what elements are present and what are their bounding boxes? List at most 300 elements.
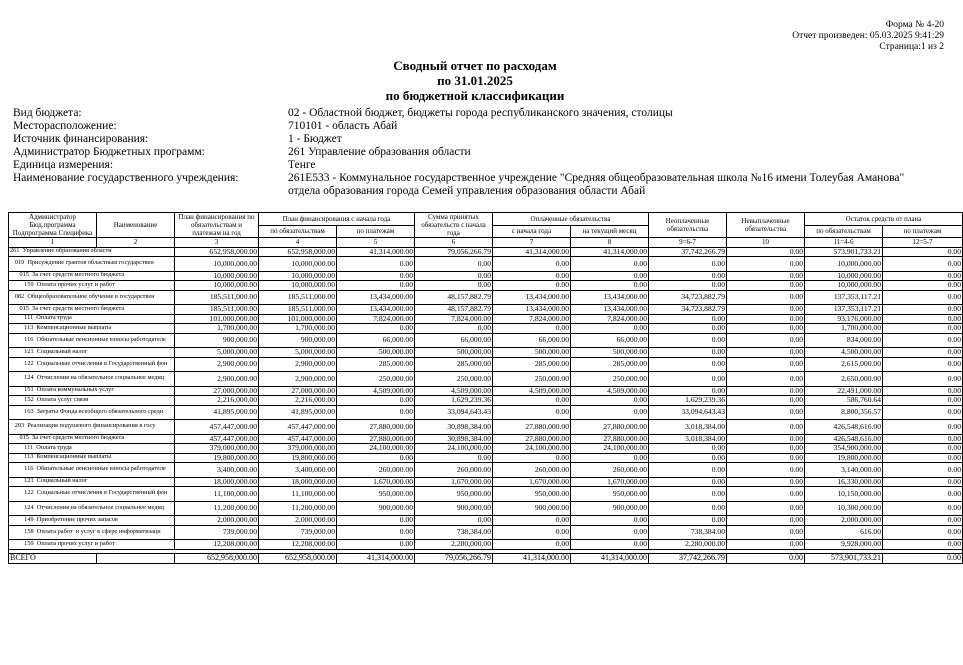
table-row [9, 257, 963, 272]
row-value: 3,400,000.00 [175, 463, 259, 478]
row-value: 1,700,000.00 [175, 324, 259, 334]
row-value: 0.00 [649, 463, 727, 478]
title-line-3: по бюджетной классификации [385, 88, 565, 103]
row-value: 0.00 [337, 324, 415, 334]
row-value: 0.00 [493, 540, 571, 550]
row-value: 834,000.00 [805, 333, 883, 348]
row-value: 5,000,000.00 [175, 348, 259, 358]
row-value: 0.00 [883, 487, 963, 502]
table-row [9, 396, 963, 406]
row-value: 0.00 [649, 516, 727, 526]
row-value: 2,900,000.00 [175, 357, 259, 372]
group-header-remaining: Остаток средств от плана [805, 213, 963, 226]
row-value: 260,000.00 [493, 463, 571, 478]
row-value: 0.00 [649, 271, 727, 281]
column-index: 5 [337, 238, 415, 248]
row-value: 739,000.00 [175, 525, 259, 540]
row-value: 500,000.00 [415, 348, 493, 358]
row-value: 13,434,000.00 [337, 290, 415, 305]
row-value: 0.00 [571, 516, 649, 526]
row-value: 66,000.00 [337, 333, 415, 348]
row-value: 13,434,000.00 [571, 305, 649, 315]
row-value: 0.00 [727, 257, 805, 272]
row-value: 426,548,616.00 [805, 420, 883, 435]
row-name: 203 Реализация подушевого финансирования в госу [9, 420, 175, 435]
column-index: 1 [9, 238, 97, 248]
row-value: 19,800,000.00 [259, 453, 337, 463]
info-funding-source: Источник финансирования: 1 - Бюджет [13, 133, 342, 145]
row-value: 0.00 [337, 516, 415, 526]
row-value: 27,880,000.00 [337, 420, 415, 435]
title-line-2: по 31.01.2025 [437, 73, 513, 88]
total-value: 652,958,000.00 [175, 553, 259, 563]
row-value: 1,670,000.00 [337, 477, 415, 487]
row-value: 260,000.00 [415, 463, 493, 478]
row-value: 27,000,000.00 [175, 386, 259, 396]
row-value: 0.00 [493, 453, 571, 463]
total-value: 79,056,266.79 [415, 553, 493, 563]
row-value: 900,000.00 [493, 501, 571, 516]
row-value: 34,723,882.79 [649, 290, 727, 305]
row-value: 0.00 [571, 453, 649, 463]
report-title [0, 58, 950, 103]
row-value: 33,094,643.43 [415, 405, 493, 420]
row-value: 250,000.00 [571, 372, 649, 387]
row-value: 0.00 [883, 477, 963, 487]
row-value: 0.00 [727, 386, 805, 396]
col-header-undisbursed: Невыплаченные обязательства [727, 213, 805, 238]
row-value: 41,314,000.00 [337, 247, 415, 257]
info-institution: Наименование государственного учреждения: 261Е533 - Коммунальное государственное учреждение "Средняя общеобразовательная школа №16 имени Толеубая Аманова" отдела образования города Семей управления образования области Абай [13, 172, 905, 197]
row-value: 0.00 [493, 396, 571, 406]
row-value: 0.00 [493, 525, 571, 540]
row-value: 1,700,000.00 [805, 324, 883, 334]
row-value: 11,100,000.00 [175, 487, 259, 502]
row-value: 0.00 [337, 405, 415, 420]
row-value: 185,511,000.00 [259, 290, 337, 305]
row-value: 0.00 [415, 453, 493, 463]
row-value: 4,509,000.00 [337, 386, 415, 396]
row-value: 0.00 [649, 372, 727, 387]
row-name: 159 Оплата прочих услуг и работ [9, 540, 175, 550]
row-value: 950,000.00 [415, 487, 493, 502]
row-value: 0.00 [883, 386, 963, 396]
row-value: 66,000.00 [493, 333, 571, 348]
row-value: 0.00 [571, 324, 649, 334]
row-value: 18,000,000.00 [259, 477, 337, 487]
row-value: 0.00 [649, 453, 727, 463]
row-value: 0.00 [337, 540, 415, 550]
row-value: 0.00 [727, 405, 805, 420]
row-value: 41,314,000.00 [493, 247, 571, 257]
row-value: 0.00 [649, 487, 727, 502]
row-value: 0.00 [727, 281, 805, 291]
row-value: 0.00 [571, 540, 649, 550]
col-header-paid-month: на текущий месяц [571, 225, 649, 238]
row-name: 015 За счет средств местного бюджета [9, 434, 175, 444]
row-value: 16,330,000.00 [805, 477, 883, 487]
column-index: 3 [175, 238, 259, 248]
row-value: 0.00 [415, 257, 493, 272]
row-value: 426,548,616.00 [805, 434, 883, 444]
row-name: 121 Социальный налог [9, 348, 175, 358]
row-value: 1,700,000.00 [259, 324, 337, 334]
row-name: 163 Затраты Фонда всеобщего обязательного средн [9, 405, 175, 420]
row-value: 93,176,000.00 [805, 314, 883, 324]
col-header-plan-payments: по платежам [337, 225, 415, 238]
row-value: 4,509,000.00 [415, 386, 493, 396]
row-value: 0.00 [883, 357, 963, 372]
row-value: 12,208,000.00 [175, 540, 259, 550]
row-name: 116 Обязательные пенсионные взносы работодателе [9, 333, 175, 348]
row-value: 0.00 [883, 434, 963, 444]
row-value: 573,901,733.21 [805, 247, 883, 257]
row-value: 10,000,000.00 [259, 257, 337, 272]
row-value: 2,615,000.00 [805, 357, 883, 372]
row-value: 2,650,000.00 [805, 372, 883, 387]
row-value: 900,000.00 [259, 333, 337, 348]
col-header-name: Наименование [97, 213, 175, 238]
row-value: 0.00 [571, 396, 649, 406]
total-value: 652,958,000.00 [259, 553, 337, 563]
row-value: 185,511,000.00 [175, 290, 259, 305]
row-value: 19,800,000.00 [805, 453, 883, 463]
row-value: 0.00 [727, 453, 805, 463]
row-value: 19,800,000.00 [175, 453, 259, 463]
row-value: 4,509,000.00 [493, 386, 571, 396]
row-value: 0.00 [883, 405, 963, 420]
row-value: 0.00 [727, 324, 805, 334]
group-header-plan-ytd: План финансирования с начала года [259, 213, 415, 226]
table-row [9, 333, 963, 348]
row-value: 2,216,000.00 [175, 396, 259, 406]
row-value: 0.00 [727, 333, 805, 348]
row-value: 0.00 [493, 271, 571, 281]
row-value: 33,094,643.43 [649, 405, 727, 420]
row-value: 79,056,266.79 [415, 247, 493, 257]
row-name: 019 Присуждение грантов областным государствен [9, 257, 175, 272]
info-location: Месторасположение: 710101 - область Абай [13, 120, 398, 132]
table-row [9, 247, 963, 257]
row-value: 652,958,000.00 [175, 247, 259, 257]
row-value: 2,000,000.00 [805, 516, 883, 526]
info-unit: Единица измерения: Тенге [13, 159, 316, 171]
row-value: 10,000,000.00 [805, 257, 883, 272]
row-name: 116 Обязательные пенсионные взносы работодателе [9, 463, 175, 478]
row-value: 12,208,000.00 [259, 540, 337, 550]
info-administrator: Администратор Бюджетных программ: 261 Управление образования области [13, 146, 471, 158]
column-index: 7 [493, 238, 571, 248]
row-value: 10,000,000.00 [175, 271, 259, 281]
row-value: 0.00 [649, 324, 727, 334]
total-value: 41,314,000.00 [493, 553, 571, 563]
row-value: 0.00 [727, 357, 805, 372]
row-value: 0.00 [883, 290, 963, 305]
row-value: 457,447,000.00 [259, 434, 337, 444]
row-value: 10,300,000.00 [805, 501, 883, 516]
col-header-paid-ytd: с начала года [493, 225, 571, 238]
row-value: 738,384.00 [415, 525, 493, 540]
row-value: 27,880,000.00 [493, 420, 571, 435]
row-value: 0.00 [727, 290, 805, 305]
produced-timestamp: Отчет произведен: 05.03.2025 9:41:29 [792, 31, 944, 41]
row-value: 7,824,000.00 [337, 314, 415, 324]
row-value: 0.00 [649, 501, 727, 516]
row-value: 9,928,000.00 [805, 540, 883, 550]
row-value: 34,723,882.79 [649, 305, 727, 315]
row-value: 500,000.00 [571, 348, 649, 358]
row-value: 2,280,000.00 [415, 540, 493, 550]
row-value: 4,509,000.00 [571, 386, 649, 396]
row-name: 113 Компенсационные выплаты [9, 453, 175, 463]
table-row [9, 324, 963, 334]
report-info [13, 107, 938, 198]
row-value: 10,000,000.00 [805, 271, 883, 281]
row-value: 10,000,000.00 [259, 271, 337, 281]
row-value: 0.00 [883, 453, 963, 463]
row-value: 27,000,000.00 [259, 386, 337, 396]
row-value: 18,000,000.00 [175, 477, 259, 487]
column-index: 12=5-7 [883, 238, 963, 248]
row-name: 082 Общеобразовательное обучение в государствен [9, 290, 175, 305]
row-value: 27,880,000.00 [337, 434, 415, 444]
row-value: 616.00 [805, 525, 883, 540]
row-name: 111 Оплата труда [9, 314, 175, 324]
row-value: 13,434,000.00 [337, 305, 415, 315]
row-value: 7,824,000.00 [415, 314, 493, 324]
row-value: 0.00 [727, 434, 805, 444]
table-row [9, 372, 963, 387]
row-name: 122 Социальные отчисления в Государственный фон [9, 487, 175, 502]
row-value: 900,000.00 [571, 501, 649, 516]
row-value: 10,000,000.00 [175, 257, 259, 272]
row-value: 950,000.00 [493, 487, 571, 502]
total-value: 0.00 [883, 553, 963, 563]
title-line-1: Сводный отчет по расходам [393, 58, 557, 73]
row-value: 41,895,000.00 [175, 405, 259, 420]
row-name: 159 Оплата прочих услуг и работ [9, 281, 175, 291]
row-value: 66,000.00 [571, 333, 649, 348]
row-value: 2,280,000.00 [649, 540, 727, 550]
row-value: 0.00 [415, 281, 493, 291]
info-budget-type: Вид бюджета: 02 - Областной бюджет, бюджеты города республиканского значения, столицы [13, 107, 673, 119]
row-value: 0.00 [883, 314, 963, 324]
row-value: 2,900,000.00 [259, 372, 337, 387]
col-header-plan-obligations: по обязательствам [259, 225, 337, 238]
row-value: 0.00 [337, 281, 415, 291]
total-value: 573,901,733.21 [805, 553, 883, 563]
row-value: 22,491,000.00 [805, 386, 883, 396]
row-value: 0.00 [649, 386, 727, 396]
row-value: 0.00 [727, 372, 805, 387]
total-row [9, 553, 963, 563]
row-value: 900,000.00 [175, 333, 259, 348]
row-value: 0.00 [727, 314, 805, 324]
row-value: 10,000,000.00 [259, 281, 337, 291]
row-value: 457,447,000.00 [259, 420, 337, 435]
row-value: 0.00 [493, 281, 571, 291]
row-value: 260,000.00 [571, 463, 649, 478]
column-index: 11=4-6 [805, 238, 883, 248]
column-index: 10 [727, 238, 805, 248]
row-value: 900,000.00 [415, 501, 493, 516]
row-value: 5,000,000.00 [259, 348, 337, 358]
row-value: 0.00 [883, 372, 963, 387]
table-row [9, 281, 963, 291]
row-value: 13,434,000.00 [493, 305, 571, 315]
table-body [9, 247, 963, 549]
row-value: 48,157,882.79 [415, 305, 493, 315]
total-name-cell [97, 553, 175, 563]
row-value: 30,898,384.00 [415, 420, 493, 435]
row-name: 124 Отчисления на обязательное социальное медиц [9, 501, 175, 516]
row-name: 151 Оплата коммунальных услуг [9, 386, 175, 396]
row-value: 379,000,000.00 [175, 444, 259, 454]
group-header-paid: Оплаченные обязательства [493, 213, 649, 226]
page-indicator: Страница:1 из 2 [879, 42, 944, 52]
row-value: 500,000.00 [337, 348, 415, 358]
table-row [9, 420, 963, 435]
row-value: 0.00 [883, 444, 963, 454]
row-value: 0.00 [883, 257, 963, 272]
row-value: 0.00 [571, 525, 649, 540]
row-value: 0.00 [883, 305, 963, 315]
row-value: 250,000.00 [493, 372, 571, 387]
table-row [9, 405, 963, 420]
col-header-accepted-obligations: Сумма принятых обязательств с начала года [415, 213, 493, 238]
row-value: 285,000.00 [493, 357, 571, 372]
row-value: 0.00 [883, 516, 963, 526]
row-value: 48,157,882.79 [415, 290, 493, 305]
row-value: 0.00 [337, 396, 415, 406]
row-value: 0.00 [727, 516, 805, 526]
row-value: 0.00 [649, 333, 727, 348]
row-value: 11,100,000.00 [259, 487, 337, 502]
row-value: 0.00 [337, 453, 415, 463]
col-header-remaining-obligations: по обязательствам [805, 225, 883, 238]
row-value: 0.00 [883, 333, 963, 348]
row-value: 0.00 [727, 305, 805, 315]
row-value: 30,898,384.00 [415, 434, 493, 444]
column-index: 9=6-7 [649, 238, 727, 248]
row-value: 0.00 [649, 477, 727, 487]
row-value: 101,000,000.00 [259, 314, 337, 324]
row-value: 4,500,000.00 [805, 348, 883, 358]
row-value: 2,900,000.00 [259, 357, 337, 372]
row-value: 7,824,000.00 [571, 314, 649, 324]
row-value: 41,895,000.00 [259, 405, 337, 420]
row-value: 3,400,000.00 [259, 463, 337, 478]
row-value: 2,000,000.00 [259, 516, 337, 526]
row-value: 137,353,117.21 [805, 305, 883, 315]
row-value: 3,018,384.00 [649, 434, 727, 444]
table-row [9, 348, 963, 358]
row-value: 185,511,000.00 [259, 305, 337, 315]
row-value: 0.00 [571, 257, 649, 272]
row-value: 27,880,000.00 [571, 420, 649, 435]
row-value: 0.00 [883, 281, 963, 291]
table-row [9, 305, 963, 315]
row-value: 0.00 [493, 405, 571, 420]
row-value: 11,200,000.00 [259, 501, 337, 516]
row-value: 13,434,000.00 [571, 290, 649, 305]
column-index: 4 [259, 238, 337, 248]
row-value: 0.00 [337, 525, 415, 540]
row-value: 0.00 [493, 324, 571, 334]
total-value: 41,314,000.00 [337, 553, 415, 563]
total-value: 37,742,266.79 [649, 553, 727, 563]
row-value: 13,434,000.00 [493, 290, 571, 305]
expense-table [8, 212, 963, 564]
row-value: 66,000.00 [415, 333, 493, 348]
row-value: 0.00 [727, 271, 805, 281]
row-value: 285,000.00 [337, 357, 415, 372]
table-row [9, 487, 963, 502]
row-value: 27,880,000.00 [571, 434, 649, 444]
row-value: 0.00 [337, 257, 415, 272]
row-value: 457,447,000.00 [175, 434, 259, 444]
table-row [9, 463, 963, 478]
row-name: 113 Компенсационные выплаты [9, 324, 175, 334]
report-meta [792, 20, 944, 53]
row-value: 1,629,239.36 [415, 396, 493, 406]
row-value: 950,000.00 [337, 487, 415, 502]
row-value: 1,629,239.36 [649, 396, 727, 406]
row-value: 11,200,000.00 [175, 501, 259, 516]
row-value: 739,000.00 [259, 525, 337, 540]
row-value: 0.00 [727, 487, 805, 502]
row-value: 0.00 [571, 271, 649, 281]
row-value: 0.00 [883, 247, 963, 257]
row-value: 0.00 [649, 348, 727, 358]
row-value: 0.00 [727, 477, 805, 487]
row-value: 24,100,000.00 [571, 444, 649, 454]
row-value: 24,100,000.00 [415, 444, 493, 454]
row-value: 0.00 [727, 420, 805, 435]
row-value: 285,000.00 [415, 357, 493, 372]
row-value: 0.00 [883, 525, 963, 540]
row-value: 1,670,000.00 [493, 477, 571, 487]
row-value: 27,880,000.00 [493, 434, 571, 444]
row-value: 185,511,000.00 [175, 305, 259, 315]
col-header-code: Администратор Бюд.программа Подпрограмма Специфика [9, 213, 97, 238]
column-index: 2 [97, 238, 175, 248]
row-value: 0.00 [649, 444, 727, 454]
row-value: 0.00 [493, 516, 571, 526]
row-value: 0.00 [883, 324, 963, 334]
row-value: 0.00 [727, 501, 805, 516]
row-value: 0.00 [883, 271, 963, 281]
row-value: 0.00 [571, 281, 649, 291]
row-value: 1,670,000.00 [415, 477, 493, 487]
total-label: ВСЕГО [9, 553, 97, 563]
row-value: 285,000.00 [571, 357, 649, 372]
row-value: 41,314,000.00 [571, 247, 649, 257]
row-value: 586,760.64 [805, 396, 883, 406]
row-value: 0.00 [649, 357, 727, 372]
row-value: 0.00 [415, 516, 493, 526]
row-name: 149 Приобретение прочих запасов [9, 516, 175, 526]
row-value: 0.00 [727, 396, 805, 406]
row-value: 0.00 [883, 463, 963, 478]
table-row [9, 501, 963, 516]
row-value: 379,000,000.00 [259, 444, 337, 454]
row-value: 0.00 [883, 501, 963, 516]
row-value: 0.00 [649, 281, 727, 291]
row-value: 354,900,000.00 [805, 444, 883, 454]
row-value: 10,000,000.00 [175, 281, 259, 291]
row-name: 015 За счет средств местного бюджета [9, 271, 175, 281]
